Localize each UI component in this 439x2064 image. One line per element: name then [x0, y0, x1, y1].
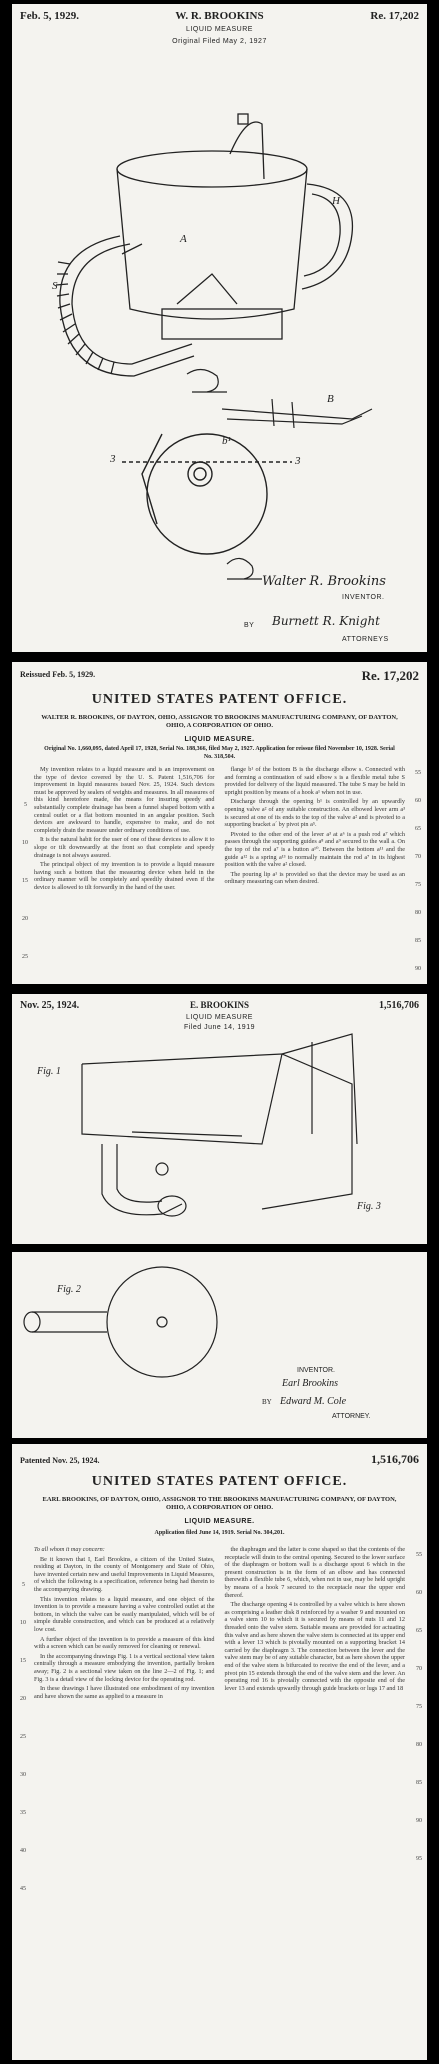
sheet3-attorney-signature: Edward M. Cole [280, 1396, 347, 1407]
sheet4-para: In these drawings I have illustrated one embodiment of my invention and have shown the same as applied to a measure in [34, 1685, 215, 1700]
sheet2-column-right [225, 766, 406, 982]
fig1-base [162, 309, 282, 339]
fig2-label-b1: b¹ [222, 435, 231, 447]
fig3-label-b: B [327, 393, 334, 405]
sheet1-inventor-signature: Walter R. Brookins [262, 574, 386, 589]
fig2-label-3-left: 3 [110, 453, 116, 465]
sheet4-columns [34, 1546, 405, 2046]
sheet3-filed: Filed June 14, 1919 [184, 1024, 255, 1031]
fig3-caption: Fig. 3 [357, 1201, 381, 1212]
sheet1-attorney-signature: Burnett R. Knight [272, 614, 380, 628]
sheet3-date: Nov. 25, 1924. [20, 1000, 80, 1011]
sheet3-by: BY [262, 1398, 272, 1406]
fig1-caption: Fig. 1 [37, 1066, 61, 1077]
sheet3-figures [12, 994, 427, 1244]
patent-text-sheet-2: Reissued Feb. 5, 1929. Re. 17,202 UNITED STATES PATENT OFFICE. WALTER R. BROOKINS, OF DAYTON, OHIO, ASSIGNOR TO BROOKINS MANUFACTURING COMPANY, OF DAYTON, OHIO, A CORPORATION OF OHIO. LIQUID MEASURE. Original No. 1,660,095, dated April 17, 1928, Serial No. 188,366, filed May 2, 1927. Application for reissue filed November 10, 1928. Serial No. 318,504. My invention relates to a liquid measure and is an improvement on the type of device covered by the U. S. Patent 1,516,706 for improvement in liquid measures issued Nov. 25, 1924. Such devices must be approved by sealers of weights and measures. In all measures of this kind heretofore made, the means for insuring speedy and substantially complete drainage has been a funnel shaped bottom with a central outlet or a flat bottom mounted in an angular position. Such devices are awkward to handle, expensive to make, and do not completely drain the measure under ordinary conditions of use. It is the natural habit for the user of one of these devices to allow it to slope or tilt downwardly at the front so that complete and speedy drainage is not always assured. The principal object of my invention is to provide a liquid measure having such a bottom that the measuring device when held in the ordinary manner will be completely and speedily drained even if the device is allowed to tilt forwardly in the hand of the user. flange b¹ of the bottom B is the discharge elbow s. Connected with and forming a continuation of said elbow s is a flexible metal tube S provided for delivery of the liquid measured. The tube S may be held in upright position by means of a hook a¹ when not in use. Discharge through the opening b¹ is controlled by an upwardly opening valve a² of any suitable construction. An elbowed lever arm a³ is secured at one of its ends to the top of the valve a² and is pivoted to a supporting bracket a´ by pivot pin a⁵. Pivoted to the other end of the lever a³ at a⁶ is a push rod a⁷ which passes through the supporting guides a⁸ and a⁹ secured to the wall a. On the top of the rod a⁷ is a button a¹⁰. Between the bottom a¹¹ and the guide a¹² is a spring a¹³ to normally maintain the rod a⁷ in its highest position with the valve a² closed. The pouring lip a¹ is provided so that the device may be used as an ordinary measuring can when desired. 5 10 15 20 25 55 60 65 70 75 80 85 90 [12, 662, 427, 984]
fig1-label-s: S [52, 280, 58, 292]
fig1-body [117, 169, 307, 319]
fig2-caption: Fig. 2 [57, 1284, 81, 1295]
fig1-marker [187, 369, 218, 392]
sheet1-date: Feb. 5, 1929. [20, 10, 79, 22]
sheet2-para: The pouring lip a¹ is provided so that the device may be used as an ordinary measuring can when desired. [224, 870, 405, 886]
sheet2-reissued: Reissued Feb. 5, 1929. [20, 670, 96, 679]
sheet1-filed: Original Filed May 2, 1927 [172, 38, 267, 45]
sheet4-patented: Patented Nov. 25, 1924. [20, 1456, 100, 1465]
sheet4-para: Be it known that I, Earl Brookins, a citizen of the United States, residing at Dayton, in the county of Montgomery and State of Ohio, have invented certain new and useful Improvements in Liquid Measures, of which the following is a specification, reference being had therein to the accompanying drawing. [34, 1555, 215, 1593]
patent-drawing-sheet-3 [12, 994, 427, 1244]
sheet4-office: UNITED STATES PATENT OFFICE. [91, 1474, 348, 1489]
sheet2-column-left [34, 766, 215, 982]
fig1-label-h: H [332, 195, 340, 207]
fig1-label-a: A [180, 233, 187, 245]
patent-drawing-sheet-1 [12, 4, 427, 652]
sheet3-inventor-label: INVENTOR. [297, 1367, 335, 1374]
fig3-section [222, 399, 372, 428]
sheet1-number: Re. 17,202 [370, 10, 419, 22]
patent-text-sheet-4: Fig. 2 INVENTOR. Earl Brookins BY Edward M. Cole ATTORNEY. Patented Nov. 25, 1924. 1,516,706 UNITED STATES PATENT OFFICE. EARL BROOKINS, OF DAYTON, OHIO, ASSIGNOR TO THE BROOKINS MANUFACTURING COMPANY, OF DAYTON, OHIO, A CORPORATION OF OHIO. LIQUID MEASURE. Application filed June 14, 1919. Serial No. 304,201. To all whom it may concern: Be it known that I, Earl Brookins, a citizen of the United States, residing at Dayton, in the county of Montgomery and State of Ohio, have invented certain new and useful Improvements in Liquid Measures, of which the following is a specification, reference being had therein to the accompanying drawing. This invention relates to a liquid measure, and one object of the invention is to provide a measure having a valve controlled outlet at the bottom, in which the valve can be easily manipulated, which will be of simple durable construction, and which can be produced at a relatively low cost. A further object of the invention is to provide a measure of this kind with a screen which can be easily removed for cleaning or renewal. In the accompanying drawings Fig. 1 is a vertical sectional view taken centrally through a measure embodying the invention, partially broken away; Fig. 2 is a sectional view taken on the line 2—2 of Fig. 1; and Fig. 3 is a detail view of the locking device for the operating rod. In these drawings I have illustrated one embodiment of my invention and have shown the same as applied to a measure in the diaphragm and the latter is cone shaped so that the contents of the receptacle will drain to the central opening. Secured to the lower surface of the diaphragm or bottom wall is a discharge spout 6 which in the present construction is in the form of an elbow and has connected therewith a flexible tube 6, which, when not in use, may be held upright by means of a hook 7 secured to the receptacle near the upper end thereof. The discharge opening 4 is controlled by a valve which is here shown as comprising a leather disk 8 reinforced by a washer 9 and mounted on a valve stem 10 to which it is secured by means of nuts 11 and 12 threaded onto the valve stem. Suitable means are provided for actuating this valve and as here shown the valve stem is connected at its upper end with a lever 13 which is pivotally mounted on a supporting bracket 14 carried by the diaphragm 3. The connection between the lever and the valve stem may be of any suitable character, but as here shown the upper end of the valve stem is bifurcated to receive the end of the lever, and a pivot pin 15 extends through the end of the valve stem and the lever. An operating rod 16 is pivotally connected with the opposite end of the lever 13 and extends upwardly through guide brackets or lugs 17 and 18 5 10 15 20 25 30 35 40 45 55 60 65 70 75 80 85 90 95 [12, 1252, 427, 2060]
fig2-marker [227, 558, 253, 579]
sheet2-para: Pivoted to the other end of the lever a³ at a⁶ is a push rod a⁷ which passes through the supporting guides a⁸ and a⁹ secured to the wall a. On the top of the rod a⁷ is a button a¹⁰. Between the bottom a¹¹ and the guide a¹² is a spring a¹³ to normally maintain the rod a⁷ in its highest position with the valve a² closed. [224, 830, 405, 869]
sheet4-para: A further object of the invention is to provide a measure of this kind with a screen which can be easily removed for cleaning or renewal. [34, 1635, 215, 1651]
sheet3-attorney-label: ATTORNEY. [332, 1413, 371, 1420]
sheet2-office: UNITED STATES PATENT OFFICE. [91, 692, 348, 707]
sheet4-salutation: To all whom it may concern: [34, 1546, 105, 1553]
sheet4-para: The discharge opening 4 is controlled by a valve which is here shown as comprising a leather disk 8 reinforced by a washer 9 and mounted on a valve stem 10 to which it is secured by means of nuts 11 and 12 threaded onto the valve stem. Suitable means are provided for actuating this valve and as here shown the valve stem is connected at its upper end with a lever 13 which is pivotally mounted on a supporting bracket 14 carried by the diaphragm 3. The connection between the lever and the valve stem may be of any suitable character, but as here shown the upper end of the valve stem is bifurcated to receive the end of the lever, and a pivot pin 15 extends through the end of the valve stem and the lever. An operating rod 16 is pivotally connected with the opposite end of the lever 13 and extends upwardly through guide brackets or lugs 17 and 18 [224, 1601, 405, 1692]
fig-1-lid [282, 1034, 357, 1144]
sheet2-title: LIQUID MEASURE. [184, 736, 255, 743]
sheet4-para: This invention relates to a liquid measure, and one object of the invention is to provide a measure having a valve controlled outlet at the bottom, in which the valve can be easily manipulated, which will be of simple durable construction, and which can be produced at a relatively low cost. [34, 1595, 215, 1633]
sheet2-assignor: WALTER R. BROOKINS, OF DAYTON, OHIO, ASSIGNOR TO BROOKINS MANUFACTURING COMPANY, OF DAYTON, OHIO, A CORPORATION OF OHIO. [41, 714, 398, 729]
sheet2-application: Original No. 1,660,095, dated April 17, 1928, Serial No. 188,366, filed May 2, 1927. Application for reissue filed November 10, 1928. Serial No. 318,504. [44, 746, 395, 760]
sheet1-title: LIQUID MEASURE [186, 26, 253, 33]
sheet-divider [12, 1438, 427, 1444]
sheet4-para: the diaphragm and the latter is cone shaped so that the contents of the receptacle will drain to the central opening. Secured to the lower surface of the diaphragm or bottom wall is a discharge spout 6 which in the present construction is in the form of an elbow and has connected therewith a flexible tube 6, which, when not in use, may be held upright by means of a hook 7 secured to the receptacle near the upper end thereof. [224, 1546, 405, 1599]
sheet4-para: In the accompanying drawings Fig. 1 is a vertical sectional view taken centrally through a measure embodying the invention, partially broken away; Fig. 2 is a sectional view taken on the line 2—2 of Fig. 1; and Fig. 3 is a detail view of the locking device for the operating rod. [34, 1652, 215, 1683]
sheet3-inventor-name: Earl Brookins [282, 1378, 339, 1389]
fig2-label-3-right: 3 [295, 455, 301, 467]
fig2-plan-view [122, 434, 292, 554]
sheet2-number: Re. 17,202 [361, 668, 419, 683]
sheet3-figure-2 [12, 1252, 427, 1432]
sheet4-column-right [225, 1546, 406, 2046]
sheet3-inventor: E. BROOKINS [189, 1000, 249, 1010]
sheet1-attorneys-label: ATTORNEYS [342, 636, 389, 643]
sheet4-number: 1,516,706 [371, 1452, 419, 1466]
sheet2-para: My invention relates to a liquid measure and is an improvement on the type of device covered by the U. S. Patent 1,516,706 for improvement in liquid measures issued Nov. 25, 1924. Such devices must be approved by sealers of weights and measures. In all measures of this kind heretofore made, the means for insuring speedy and substantially complete drainage has been a funnel shaped bottom with a central outlet or a flat bottom mounted in an angular position. Such devices are awkward to handle, expensive to make, and do not completely drain the measure under ordinary conditions of use. [34, 766, 215, 834]
sheet4-assignor: EARL BROOKINS, OF DAYTON, OHIO, ASSIGNOR TO THE BROOKINS MANUFACTURING COMPANY, OF DAYTON, OHIO, A CORPORATION OF OHIO. [42, 1496, 397, 1511]
sheet1-figures [12, 4, 427, 652]
fig1-rim [117, 151, 307, 187]
sheet2-para: flange b¹ of the bottom B is the discharge elbow s. Connected with and forming a continuation of said elbow s is a flexible metal tube S provided for delivery of the liquid measured. The tube S may be held in upright position by means of a hook a¹ when not in use. [224, 766, 405, 796]
sheet2-para: Discharge through the opening b¹ is controlled by an upwardly opening valve a² of any suitable construction. An elbowed lever arm a³ is secured at one of its ends to the top of the valve a² and is pivoted to a supporting bracket a´ by pivot pin a⁵. [224, 798, 405, 829]
sheet3-title: LIQUID MEASURE [186, 1014, 253, 1021]
sheet3-number: 1,516,706 [379, 1000, 419, 1011]
fig1-push-rod [230, 122, 264, 179]
sheet2-para: It is the natural habit for the user of one of these devices to allow it to slope or tilt downwardly at the front so that complete and speedy drainage is not always assured. [34, 836, 215, 859]
sheet4-column-left [34, 1546, 215, 2046]
sheet1-inventor: W. R. BROOKINS [175, 10, 264, 22]
sheet4-title: LIQUID MEASURE. [184, 1518, 255, 1525]
sheet2-columns [34, 766, 405, 982]
sheet1-by: BY [244, 622, 255, 629]
sheet1-inventor-label: INVENTOR. [342, 594, 385, 601]
sheet4-application: Application filed June 14, 1919. Serial No. 304,201. [154, 1530, 285, 1536]
sheet2-para: The principal object of my invention is to provide a liquid measure having such a bottom that the measuring device when held in the ordinary manner will be completely and speedily drained even if the device is allowed to tilt forwardly in the hand of the user. [34, 861, 215, 891]
